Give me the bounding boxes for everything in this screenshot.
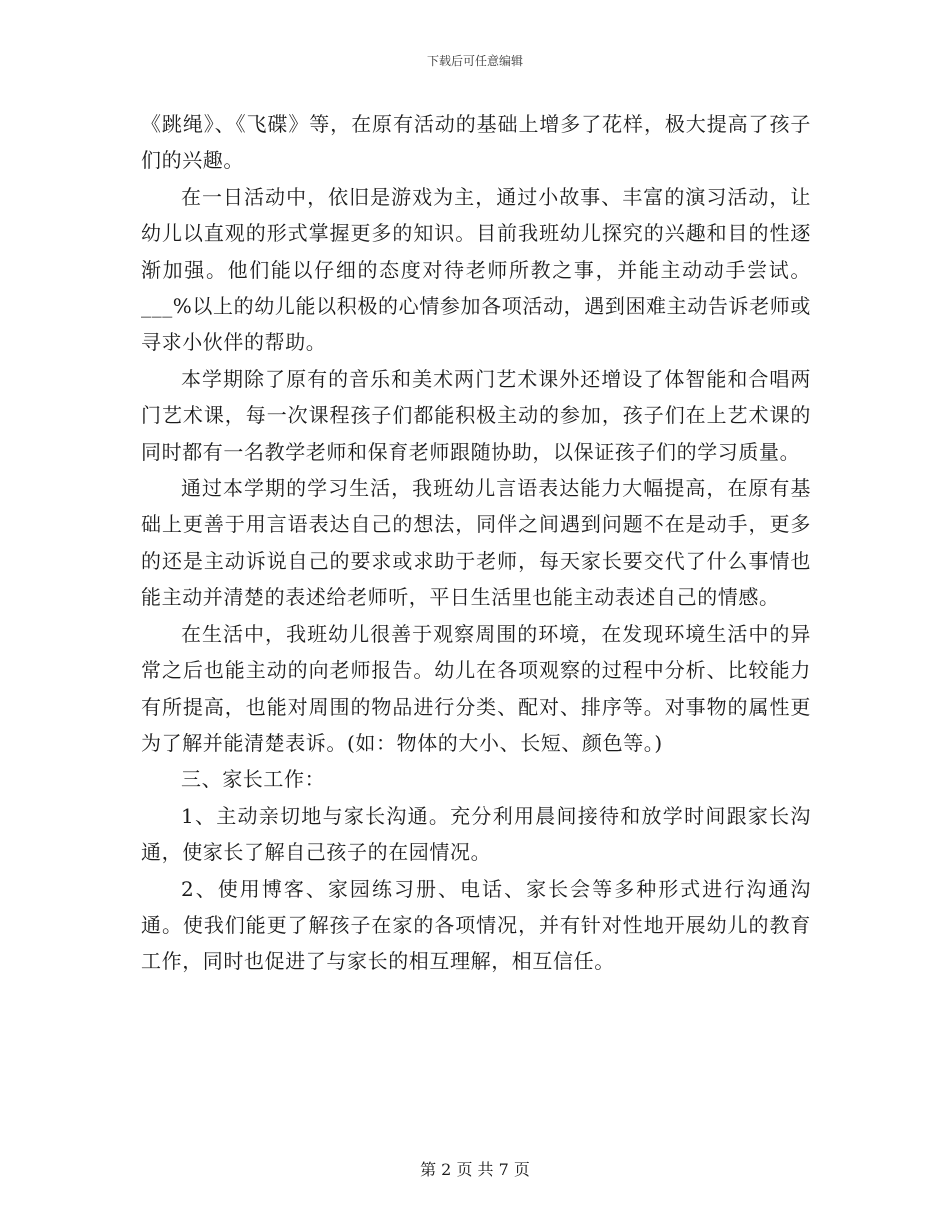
paragraph-observation: 在生活中，我班幼儿很善于观察周围的环境，在发现环境生活中的异常之后也能主动的向老师报告。幼儿在各项观察的过程中分析、比较能力有所提高，也能对周围的物品进行分类、配对、排序等。对事物的属性更为了解并能清楚表诉。(如：物体的大小、长短、颜色等。) <box>141 621 811 755</box>
page-number-footer: 第 2 页 共 7 页 <box>420 1160 530 1179</box>
document-body <box>141 106 811 980</box>
paragraph-language-expression: 通过本学期的学习生活，我班幼儿言语表达能力大幅提高，在原有基础上更善于用言语表达自己的想法，同伴之间遇到问题不在是动手，更多的还是主动诉说自己的要求或求助于老师，每天家长要交代了什么事情也能主动并清楚的表述给老师听，平日生活里也能主动表述自己的情感。 <box>141 476 811 610</box>
page-header: 下载后可任意编辑 <box>426 54 523 68</box>
paragraph-parent-item-2: 2、使用博客、家园练习册、电话、家长会等多种形式进行沟通沟通。使我们能更了解孩子在家的各项情况，并有针对性地开展幼儿的教育工作，同时也促进了与家长的相互理解，相互信任。 <box>141 876 811 974</box>
paragraph-continuation: 《跳绳》、《飞碟》等，在原有活动的基础上增多了花样，极大提高了孩子们的兴趣。 <box>141 112 811 173</box>
section-heading-parent-work: 三、家长工作： <box>181 767 326 792</box>
paragraph-art-classes: 本学期除了原有的音乐和美术两门艺术课外还增设了体智能和合唱两门艺术课，每一次课程孩子们都能积极主动的参加，孩子们在上艺术课的同时都有一名教学老师和保育老师跟随协助，以保证孩子们的学习质量。 <box>141 366 811 464</box>
paragraph-parent-item-1: 1、主动亲切地与家长沟通。充分利用晨间接待和放学时间跟家长沟通，使家长了解自己孩子的在园情况。 <box>141 803 811 865</box>
paragraph-daily-activities: 在一日活动中，依旧是游戏为主，通过小故事、丰富的演习活动，让幼儿以直观的形式掌握更多的知识。目前我班幼儿探究的兴趣和目的性逐渐加强。他们能以仔细的态度对待老师所教之事，并能主动动手尝试。___%以上的幼儿能以积极的心情参加各项活动，遇到困难主动告诉老师或寻求小伙伴的帮助。 <box>141 184 811 355</box>
